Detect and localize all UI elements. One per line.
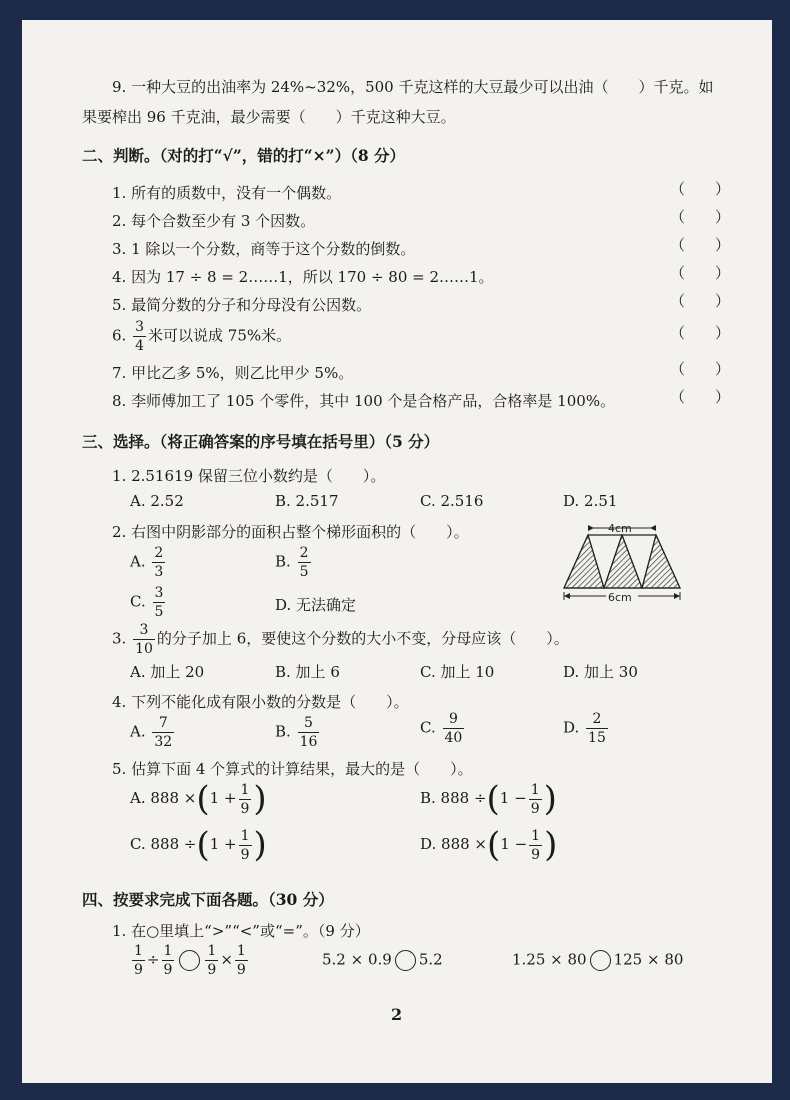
judge-answer-2[interactable]: （ ） xyxy=(670,208,731,226)
section4-title: 四、按要求完成下面各题。（30 分） xyxy=(82,890,334,909)
choice-q1-option-a[interactable]: A. 2.52 xyxy=(130,492,184,510)
judge-answer-7[interactable]: （ ） xyxy=(670,360,731,378)
choice-q2-option-d[interactable]: D. 无法确定 xyxy=(275,596,357,614)
choice-q1-option-d[interactable]: D. 2.51 xyxy=(563,492,618,510)
top-dimension-label: 4cm xyxy=(608,522,632,535)
choice-q4-stem: 4. 下列不能化成有限小数的分数是（ ）。 xyxy=(112,693,409,711)
judge-item-5: 5. 最简分数的分子和分母没有公因数。 xyxy=(112,296,372,314)
choice-q5-option-a[interactable]: A. 888 ×(1 + $\frac{1}{9}$ ) xyxy=(130,779,267,819)
compare-item-1: $\frac{1}{9}$ ÷ $\frac{1}{9}$ $\frac{1}{9}$ × $\frac{1}{9}$ xyxy=(134,943,246,978)
compare-circle-3[interactable] xyxy=(590,950,611,971)
choice-q4-option-d[interactable]: D. $\frac{2}{15}$ xyxy=(563,711,606,746)
judge-item-1: 1. 所有的质数中，没有一个偶数。 xyxy=(112,184,342,202)
compare-circle-2[interactable] xyxy=(395,950,416,971)
judge-answer-1[interactable]: （ ） xyxy=(670,180,731,198)
judge-answer-4[interactable]: （ ） xyxy=(670,264,731,282)
choice-q1-stem: 1. 2.51619 保留三位小数约是（ ）。 xyxy=(112,467,386,485)
shaded-triangle-left xyxy=(564,535,604,588)
judge-item-4: 4. 因为 17 ÷ 8 = 2……1，所以 170 ÷ 80 = 2……1。 xyxy=(112,268,494,286)
compare-item-2: 5.2 × 0.9 5.2 xyxy=(322,950,443,971)
judge-item-3: 3. 1 除以一个分数，商等于这个分数的倒数。 xyxy=(112,240,416,258)
choice-q3-option-d[interactable]: D. 加上 30 xyxy=(563,663,638,681)
bottom-dimension-label: 6cm xyxy=(608,591,632,604)
choice-q3-option-b[interactable]: B. 加上 6 xyxy=(275,663,340,681)
choice-q2-option-c[interactable]: C. $\frac{3}{5}$ xyxy=(130,585,164,620)
compare-circle-1[interactable] xyxy=(179,950,200,971)
top-arrow-right xyxy=(650,525,656,531)
choice-q5-option-d[interactable]: D. 888 ×(1 − $\frac{1}{9}$ ) xyxy=(420,825,558,865)
q9-line1: 9. 一种大豆的出油率为 24%~32%，500 千克这样的大豆最少可以出油（ ）千克。如 xyxy=(112,78,714,96)
choice-q1-option-b[interactable]: B. 2.517 xyxy=(275,492,339,510)
worksheet-page xyxy=(22,20,772,1083)
choice-q5-option-c[interactable]: C. 888 ÷(1 + $\frac{1}{9}$ ) xyxy=(130,825,267,865)
section4-q1-stem: 1. 在○里填上“>”“<”或“=”。（9 分） xyxy=(112,922,370,940)
choice-q3-option-c[interactable]: C. 加上 10 xyxy=(420,663,495,681)
judge-item-6: 6. $\frac{3}{4}$ 米可以说成 75%米。 xyxy=(112,319,292,354)
judge-answer-6[interactable]: （ ） xyxy=(670,324,731,342)
fraction-3-4: $\frac{3}{4}$ xyxy=(135,319,145,354)
judge-answer-8[interactable]: （ ） xyxy=(670,388,731,406)
choice-q3-option-a[interactable]: A. 加上 20 xyxy=(130,663,205,681)
q9-line2: 果要榨出 96 千克油，最少需要（ ）千克这种大豆。 xyxy=(82,108,456,126)
shaded-triangle-right xyxy=(642,535,680,588)
choice-q5-stem: 5. 估算下面 4 个算式的计算结果，最大的是（ ）。 xyxy=(112,760,473,778)
section2-title: 二、判断。（对的打“√”，错的打“×”）（8 分） xyxy=(82,146,406,165)
choice-q3-stem: 3. $\frac{3}{10}$ 的分子加上 6，要使这个分数的大小不变，分母应该（ ）。 xyxy=(112,622,569,657)
choice-q4-option-b[interactable]: B. $\frac{5}{16}$ xyxy=(275,715,318,750)
trapezoid-figure xyxy=(560,520,682,616)
judge-answer-3[interactable]: （ ） xyxy=(670,236,731,254)
bottom-arrow-right xyxy=(674,593,680,599)
judge-item-8: 8. 李师傅加工了 105 个零件，其中 100 个是合格产品，合格率是 100%。 xyxy=(112,392,616,410)
bottom-arrow-left xyxy=(564,593,570,599)
choice-q1-option-c[interactable]: C. 2.516 xyxy=(420,492,484,510)
judge-item-7: 7. 甲比乙多 5%，则乙比甲少 5%。 xyxy=(112,364,354,382)
choice-q4-option-a[interactable]: A. $\frac{7}{32}$ xyxy=(130,715,173,750)
shaded-triangle-middle xyxy=(604,535,642,588)
choice-q2-option-b[interactable]: B. $\frac{2}{5}$ xyxy=(275,545,309,580)
section3-title: 三、选择。（将正确答案的序号填在括号里）（5 分） xyxy=(82,432,440,451)
judge-item-2: 2. 每个合数至少有 3 个因数。 xyxy=(112,212,316,230)
choice-q5-option-b[interactable]: B. 888 ÷(1 − $\frac{1}{9}$ ) xyxy=(420,779,557,819)
choice-q2-option-a[interactable]: A. $\frac{2}{3}$ xyxy=(130,545,164,580)
judge-answer-5[interactable]: （ ） xyxy=(670,292,731,310)
choice-q4-option-c[interactable]: C. $\frac{9}{40}$ xyxy=(420,711,463,746)
compare-item-3: 1.25 × 80 125 × 80 xyxy=(512,950,683,971)
top-arrow-left xyxy=(588,525,594,531)
page-number: 2 xyxy=(391,1005,403,1024)
choice-q2-stem: 2. 右图中阴影部分的面积占整个梯形面积的（ ）。 xyxy=(112,523,469,541)
